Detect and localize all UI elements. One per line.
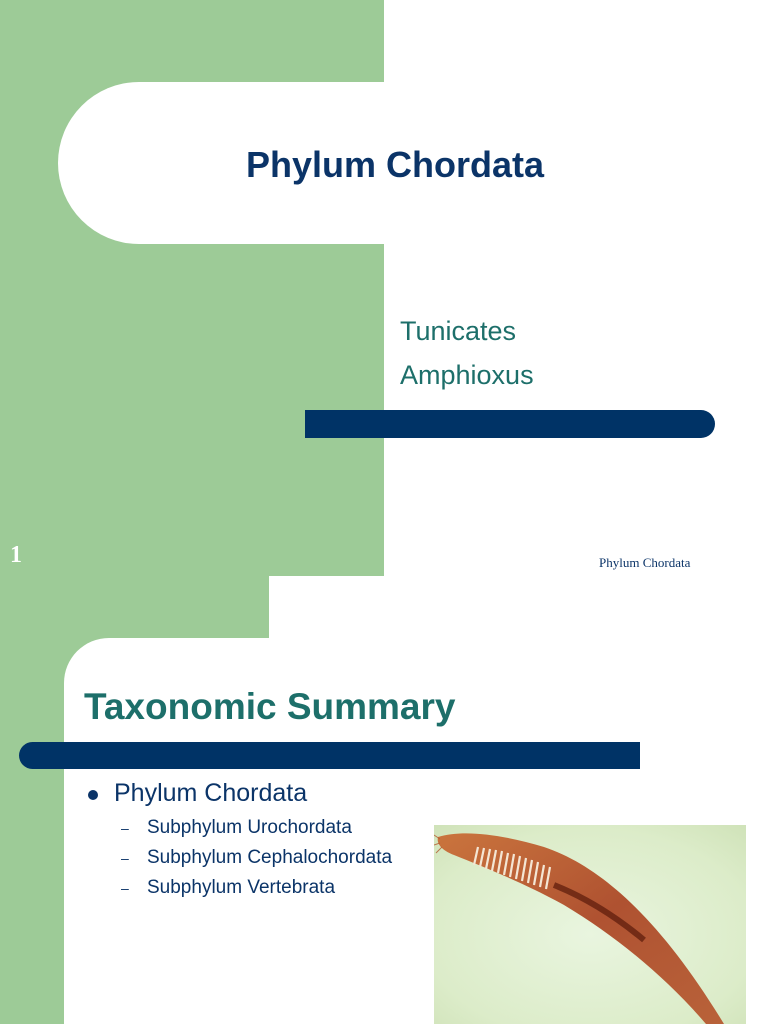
bullet-phylum-chordata: Phylum Chordata (114, 779, 308, 807)
subbullet-urochordata (121, 817, 352, 839)
dash-icon: – (121, 850, 129, 866)
slide-number: 1 (10, 542, 22, 568)
slide2-accent-bar (19, 742, 640, 769)
subbullet-vertebrata (121, 877, 335, 899)
amphioxus-image (434, 825, 746, 1024)
subbullet-label: Subphylum Vertebrata (147, 877, 336, 898)
slide-footer: Phylum Chordata (599, 555, 691, 570)
dash-icon: – (121, 880, 129, 896)
subtitle-amphioxus: Amphioxus (400, 360, 534, 390)
slide1-accent-bar (305, 410, 715, 438)
subtitle-tunicates: Tunicates (400, 316, 517, 346)
bullet-icon (88, 790, 98, 800)
dash-icon: – (121, 820, 129, 836)
subbullet-label: Subphylum Cephalochordata (147, 847, 393, 868)
slide1-title: Phylum Chordata (246, 144, 545, 185)
subbullet-label: Subphylum Urochordata (147, 817, 352, 838)
subbullet-cephalochordata (121, 847, 392, 869)
slide2-title: Taxonomic Summary (84, 686, 456, 727)
